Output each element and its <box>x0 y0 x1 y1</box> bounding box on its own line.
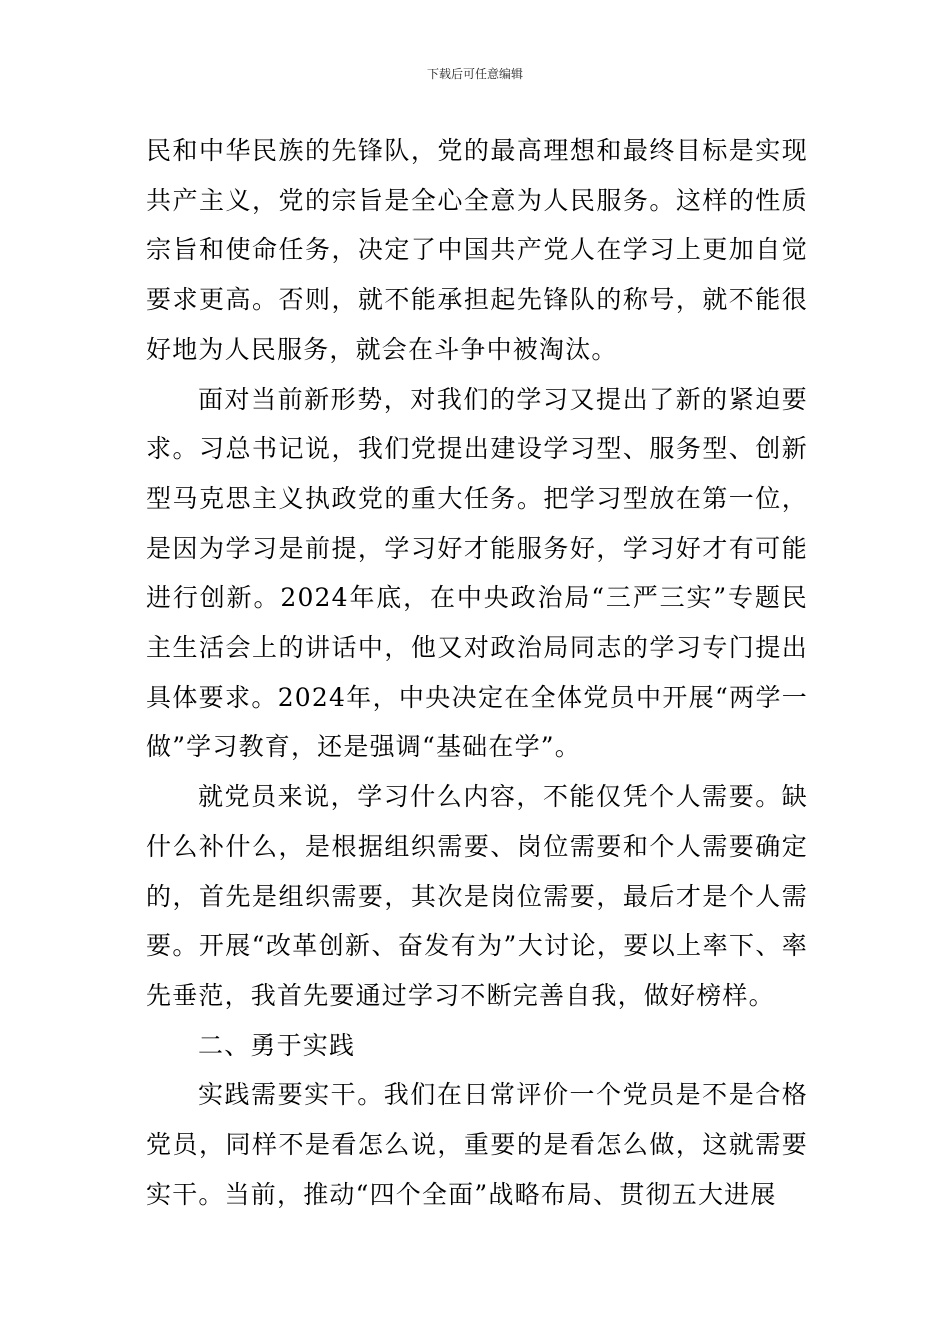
section-heading-practice: 二、勇于实践 <box>198 1030 356 1060</box>
paragraph-learning-content: 就党员来说，学习什么内容，不能仅凭个人需要。缺什么补什么，是根据组织需要、岗位需要和个人需要确定的，首先是组织需要，其次是岗位需要，最后才是个人需要。开展“改革创新、奋发有为”大讨论，要以上率下、率先垂范，我首先要通过学习不断完善自我，做好榜样。 <box>146 782 808 1010</box>
page-header: 下载后可任意编辑 <box>426 67 523 81</box>
paragraph-continuation: 民和中华民族的先锋队，党的最高理想和最终目标是实现共产主义，党的宗旨是全心全意为人民服务。这样的性质宗旨和使命任务，决定了中国共产党人在学习上更加自觉要求更高。否则，就不能承担起先锋队的称号，就不能很好地为人民服务，就会在斗争中被淘汰。 <box>146 136 808 364</box>
document-body <box>146 126 808 1219</box>
paragraph-practice: 实践需要实干。我们在日常评价一个党员是不是合格党员，同样不是看怎么说，重要的是看怎么做，这就需要实干。当前，推动“四个全面”战略布局、贯彻五大进展 <box>146 1080 808 1209</box>
paragraph-new-situation: 面对当前新形势，对我们的学习又提出了新的紧迫要求。习总书记说，我们党提出建设学习型、服务型、创新型马克思主义执政党的重大任务。把学习型放在第一位，是因为学习是前提，学习好才能服务好，学习好才有可能进行创新。2024年底，在中央政治局“三严三实”专题民主生活会上的讲话中，他又对政治局同志的学习专门提出具体要求。2024年，中央决定在全体党员中开展“两学一做”学习教育，还是强调“基础在学”。 <box>146 384 808 762</box>
